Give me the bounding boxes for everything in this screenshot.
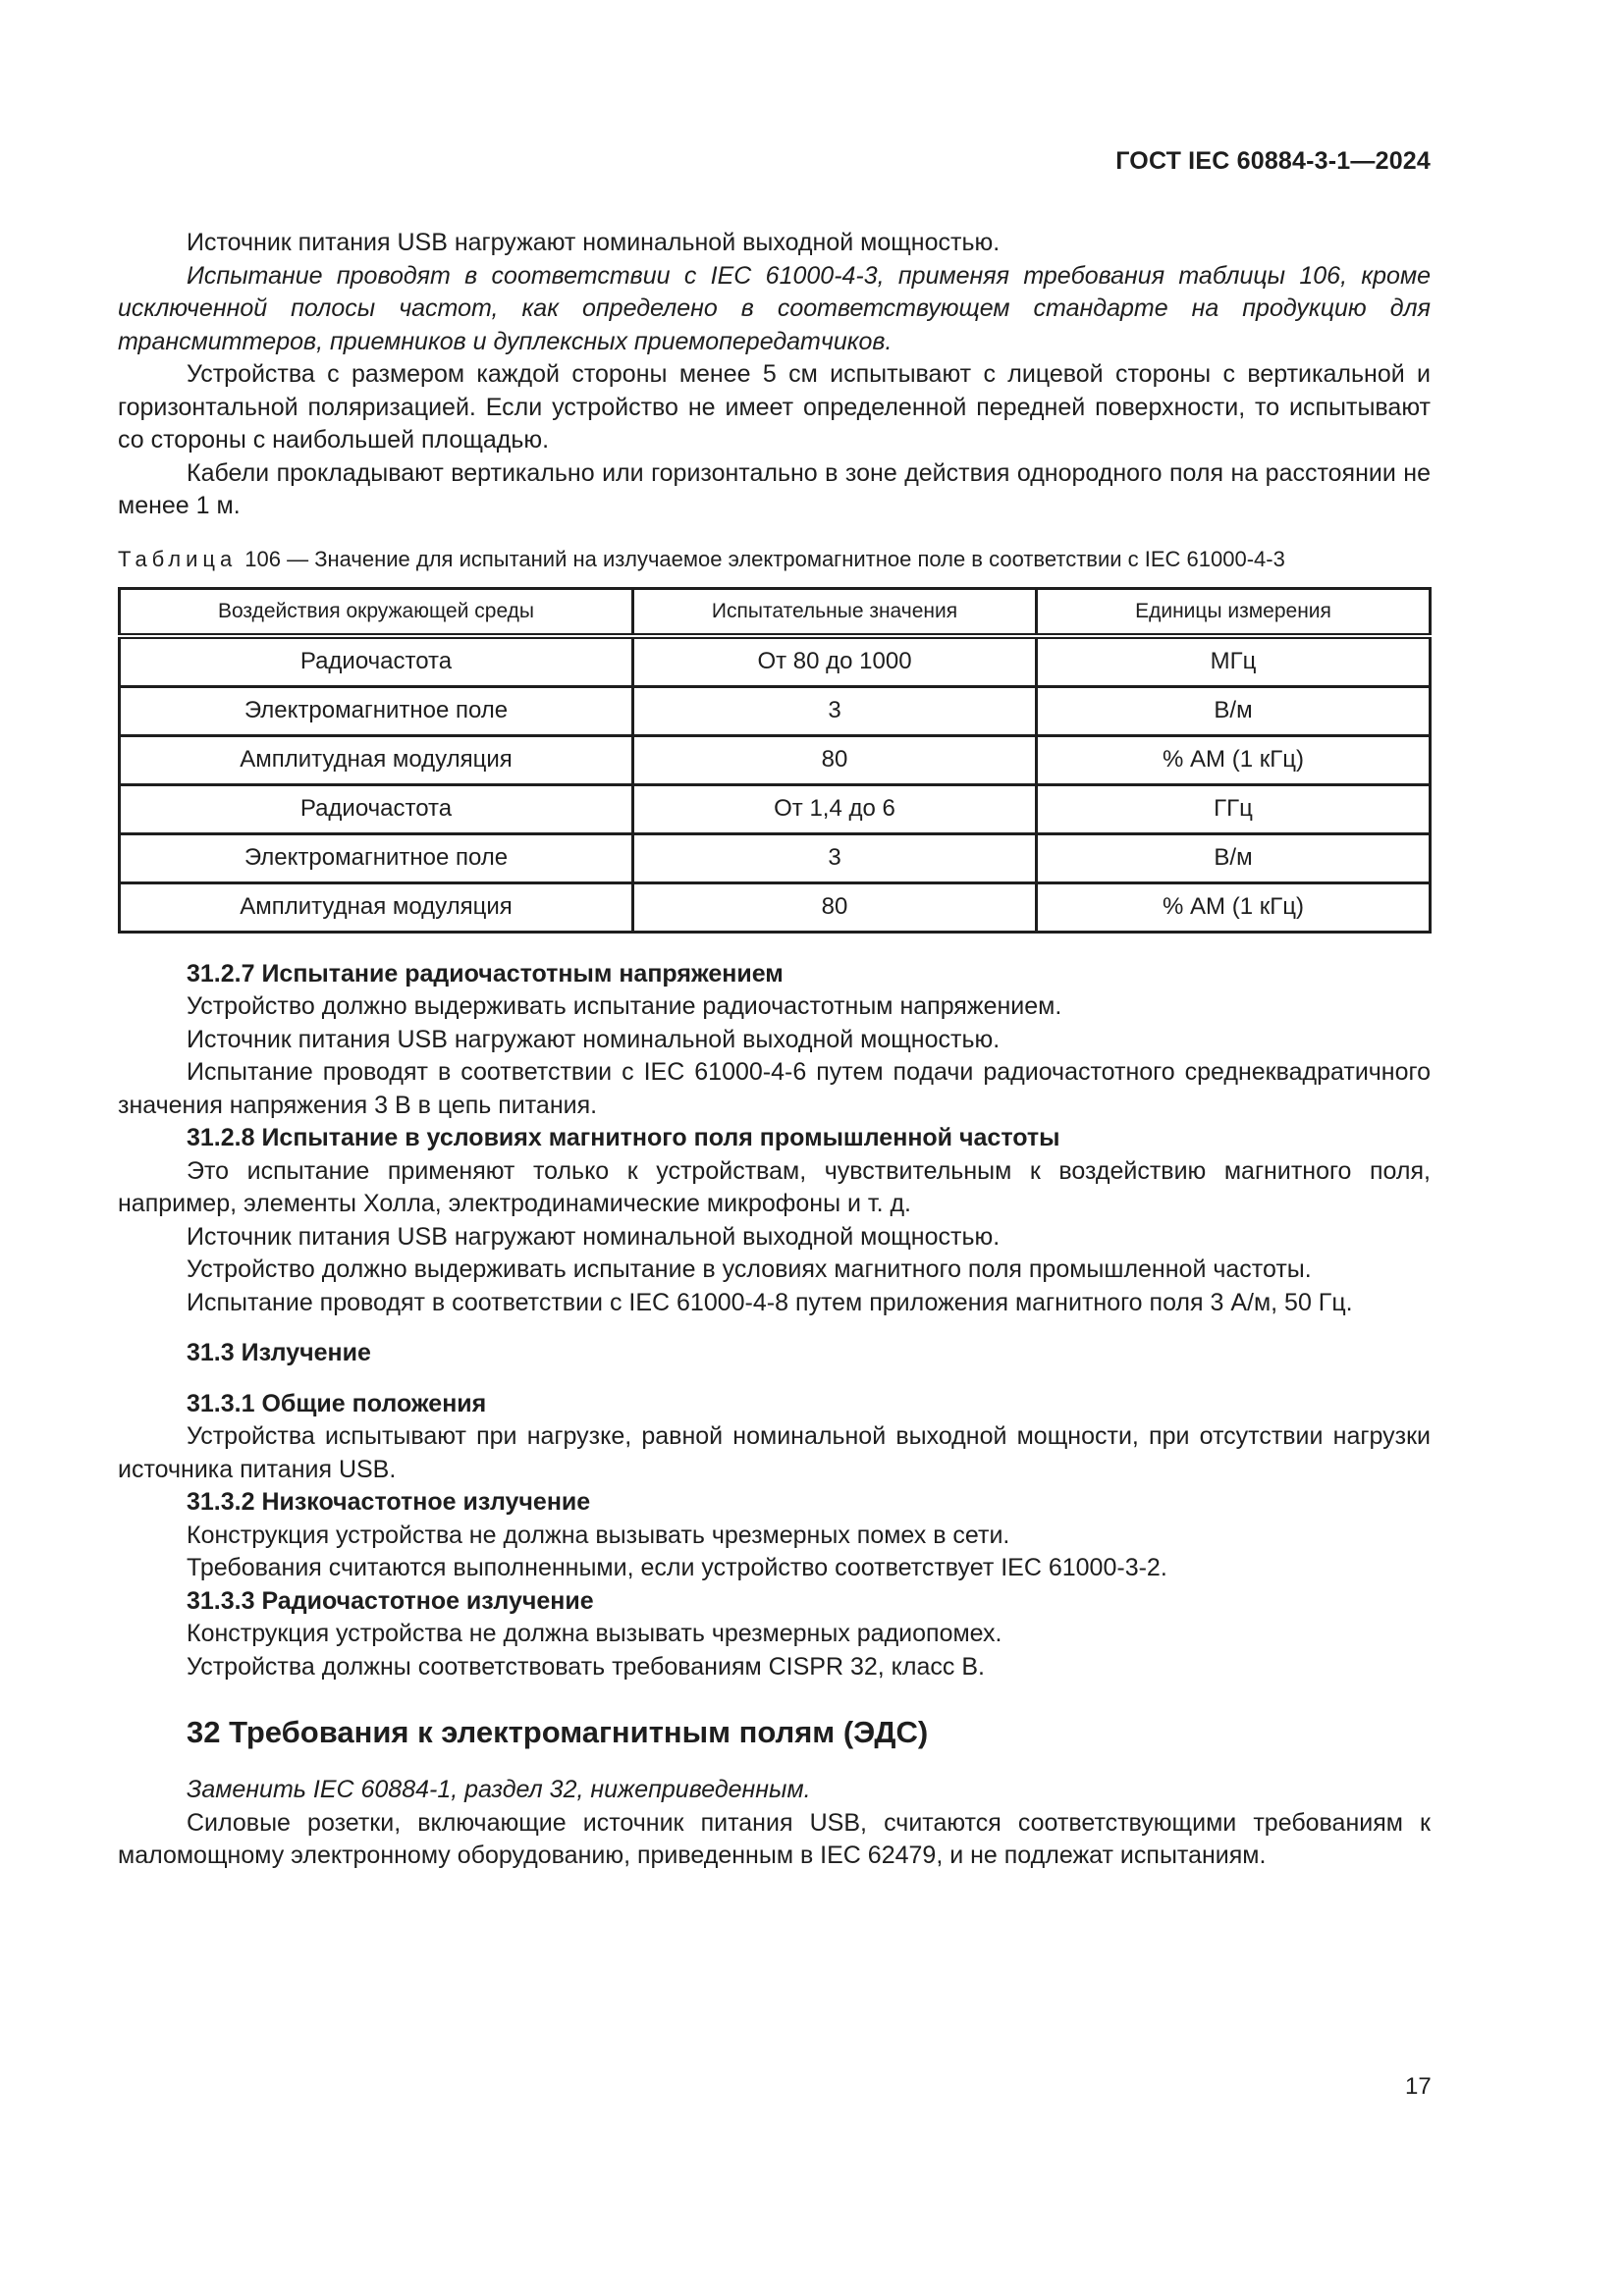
table-cell-value: 80 (633, 735, 1037, 784)
table-cell-unit: МГц (1037, 636, 1431, 687)
table-cell-value: От 1,4 до 6 (633, 784, 1037, 833)
table-cell-value: 3 (633, 686, 1037, 735)
paragraph: Устройство должно выдерживать испытание радиочастотным напряжением. (187, 992, 1062, 1020)
section-31-3-1 (118, 1388, 1431, 1487)
heading-31-3-1: 31.3.1 Общие положения (187, 1389, 487, 1417)
table-cell-unit: % АМ (1 кГц) (1037, 882, 1431, 932)
page-number: 17 (1405, 2073, 1432, 2100)
paragraph: Устройства испытывают при нагрузке, равной номинальной выходной мощности, при отсутствии нагрузки источника питания USB. (118, 1422, 1431, 1483)
table-header-environment: Воздействия окружающей среды (120, 588, 633, 636)
heading-31-2-7: 31.2.7 Испытание радиочастотным напряжением (187, 959, 784, 988)
table-cell-unit: % АМ (1 кГц) (1037, 735, 1431, 784)
table-cell-environment: Электромагнитное поле (120, 833, 633, 882)
table-caption-text: 106 — Значение для испытаний на излучаемое электромагнитное поле в соответствии с IEC 61000-4-3 (244, 546, 1285, 571)
paragraph: Устройство должно выдерживать испытание в условиях магнитного поля промышленной частоты. (187, 1255, 1312, 1283)
table-cell-value: 80 (633, 882, 1037, 932)
table-caption-label: Таблица (118, 546, 238, 571)
table-row (120, 784, 1431, 833)
paragraph: Конструкция устройства не должна вызывать чрезмерных радиопомех. (187, 1620, 1002, 1647)
heading-31-3-3: 31.3.3 Радиочастотное излучение (187, 1586, 594, 1615)
paragraph: Силовые розетки, включающие источник питания USB, считаются соответствующими требованиям к маломощному электронному оборудованию, приведенным в IEC 62479, и не подлежат испытаниям. (118, 1808, 1431, 1869)
section-31-3-2 (118, 1486, 1431, 1585)
table-cell-unit: В/м (1037, 833, 1431, 882)
paragraph: Испытание проводят в соответствии с IEC 61000-4-6 путем подачи радиочастотного среднеквадратичного значения напряжения 3 В в цепь питания. (118, 1058, 1431, 1119)
section-31-3-3 (118, 1585, 1431, 1684)
table-cell-unit: ГГц (1037, 784, 1431, 833)
heading-32: 32 Требования к электромагнитным полям (ЭДС) (187, 1715, 929, 1749)
paragraph: Устройства должны соответствовать требованиям CISPR 32, класс В. (187, 1652, 985, 1681)
table-cell-unit: В/м (1037, 686, 1431, 735)
page-content (118, 227, 1431, 1873)
table-cell-environment: Радиочастота (120, 636, 633, 687)
table-cell-value: 3 (633, 833, 1037, 882)
heading-31-3-2: 31.3.2 Низкочастотное излучение (187, 1488, 591, 1516)
section-32 (118, 1713, 1431, 1873)
intro-paragraph-1: Источник питания USB нагружают номинальной выходной мощностью. (187, 229, 1001, 256)
section-31-2-7 (118, 958, 1431, 1123)
test-values-table (118, 587, 1432, 934)
paragraph: Источник питания USB нагружают номинальной выходной мощностью. (187, 1025, 1001, 1053)
paragraph: Источник питания USB нагружают номинальной выходной мощностью. (187, 1222, 1001, 1251)
table-cell-environment: Радиочастота (120, 784, 633, 833)
paragraph: Испытание проводят в соответствии с IEC 61000-4-8 путем приложения магнитного поля 3 А/м, 50 Гц. (187, 1288, 1353, 1316)
paragraph: Требования считаются выполненными, если устройство соответствует IEC 61000-3-2. (187, 1554, 1167, 1581)
paragraph: Это испытание применяют только к устройствам, чувствительным к воздействию магнитного поля, например, элементы Холла, электродинамические микрофоны и т. д. (118, 1156, 1431, 1217)
table-row (120, 882, 1431, 932)
table-row (120, 833, 1431, 882)
table-row (120, 686, 1431, 735)
table-cell-environment: Амплитудная модуляция (120, 735, 633, 784)
intro-paragraph-4: Кабели прокладывают вертикально или горизонтально в зоне действия однородного поля на расстоянии не менее 1 м. (118, 458, 1431, 519)
table-header-row (120, 588, 1431, 636)
table-cell-environment: Амплитудная модуляция (120, 882, 633, 932)
intro-paragraph-3: Устройства с размером каждой стороны менее 5 см испытывают с лицевой стороны с вертикальной и горизонтальной поляризацией. Если устройство не имеет определенной передней поверхности, то испытывают со стороны с наибольшей площадью. (118, 360, 1431, 454)
table-header-units: Единицы измерения (1037, 588, 1431, 636)
paragraph: Конструкция устройства не должна вызывать чрезмерных помех в сети. (187, 1521, 1010, 1549)
instruction-italic: Заменить IEC 60884-1, раздел 32, нижеприведенным. (187, 1776, 811, 1803)
table-row (120, 735, 1431, 784)
intro-paragraph-2-italic: Испытание проводят в соответствии с IEC 61000-4-3, применяя требования таблицы 106, кроме исключенной полосы частот, как определено в соответствующем стандарте на продукцию для трансмиттеров, приемников и дуплексных приемопередатчиков. (118, 261, 1431, 355)
heading-31-3: 31.3 Излучение (187, 1339, 371, 1366)
heading-31-2-8: 31.2.8 Испытание в условиях магнитного поля промышленной частоты (187, 1124, 1060, 1151)
table-caption (118, 545, 1431, 574)
section-31-2-8 (118, 1122, 1431, 1319)
table-cell-value: От 80 до 1000 (633, 636, 1037, 687)
table-row (120, 636, 1431, 687)
table-header-test-values: Испытательные значения (633, 588, 1037, 636)
table-cell-environment: Электромагнитное поле (120, 686, 633, 735)
document-header-id: ГОСТ IEC 60884-3-1—2024 (1115, 147, 1431, 175)
